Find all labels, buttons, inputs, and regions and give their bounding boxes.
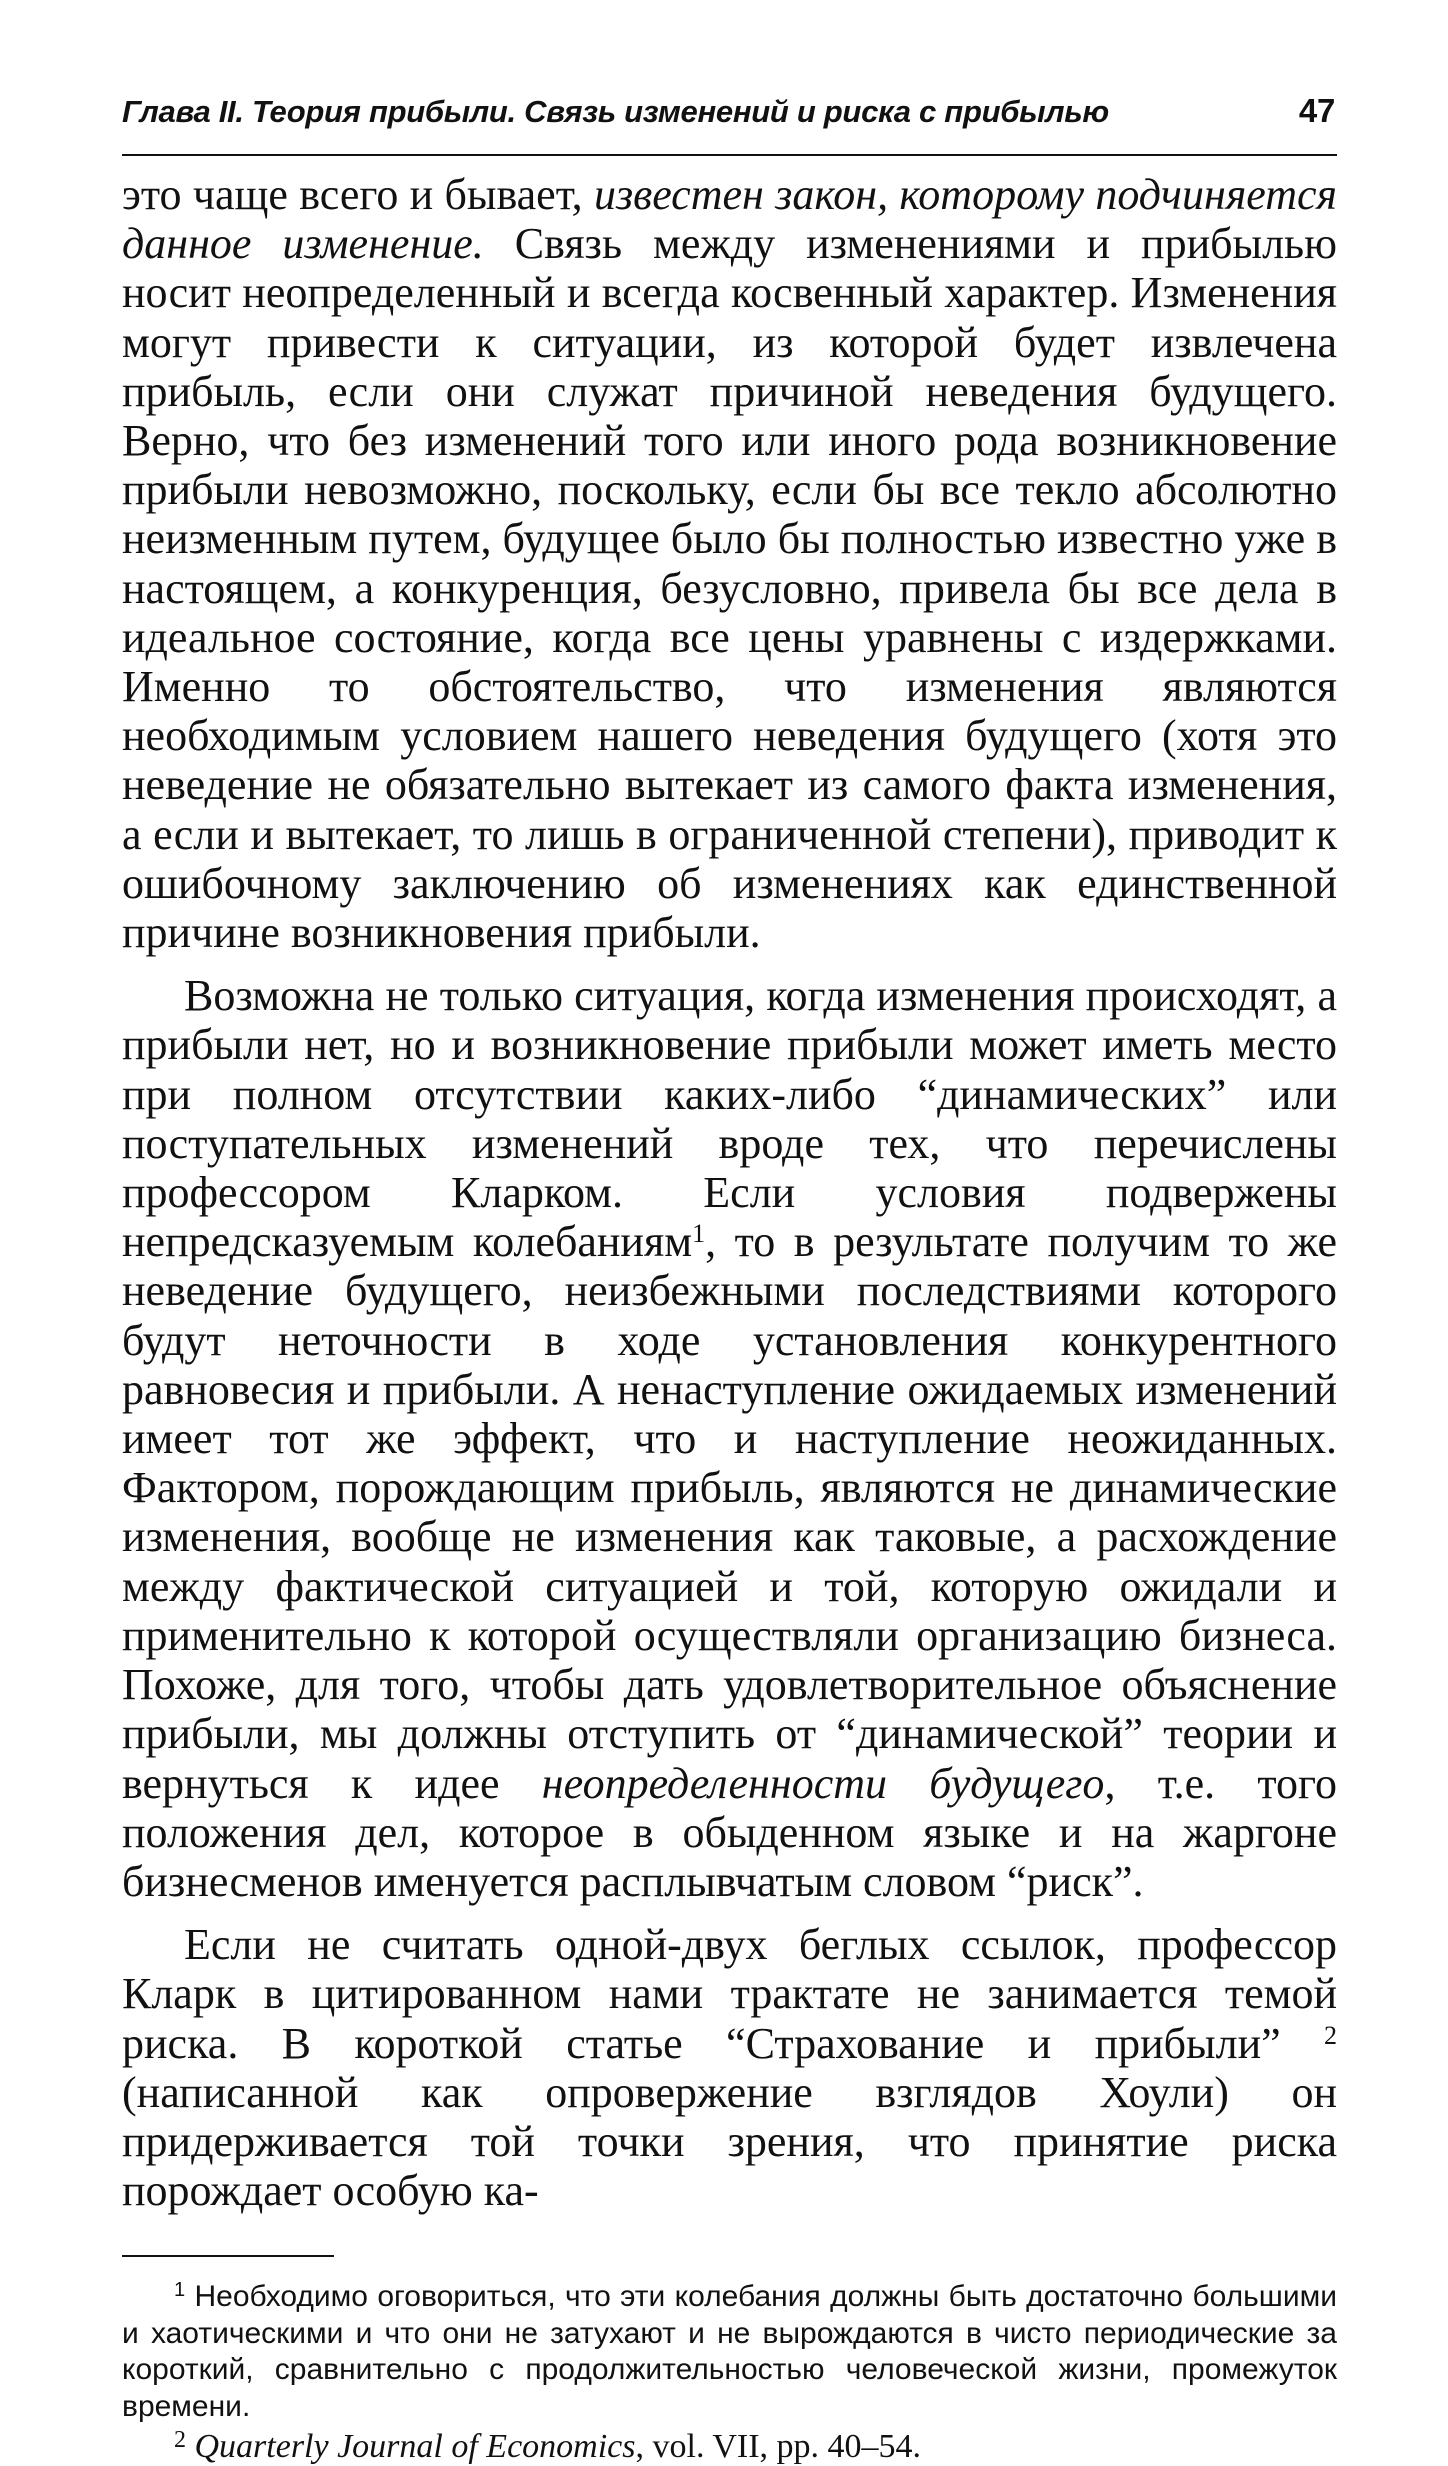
footnotes [122, 2279, 1337, 2466]
body-text [122, 170, 1337, 2215]
paragraph-2-text-c: , т.е. того положения дел, которое в обыденном языке и на жаргоне бизнесменов именуется расплывчатым словом “риск”. [122, 1758, 1337, 1906]
paragraph-1-text-a: это чаще всего и бывает, [122, 170, 594, 219]
footnote-2-journal: Quarterly Journal of Economics [194, 2428, 636, 2466]
paragraph-2-text-a: Возможна не только ситуация, когда изменения происходят, а прибыли нет, но и возникновение прибыли может иметь место при полном отсутствии каких-либо “динамических” или поступательных изменений вроде тех, что перечислены профессором Кларком. Если условия подвержены непредсказуемым колебаниям [122, 971, 1337, 1267]
paragraph-3 [122, 1920, 1337, 2215]
running-head [122, 92, 1337, 156]
footnote-2-text: , vol. VII, pp. 40–54. [635, 2428, 922, 2466]
paragraph-3-text-b: (написанной как опровержение взглядов Хоули) он придерживается той точки зрения, что принятие риска порождает особую ка- [122, 2067, 1337, 2216]
footnote-1-text: Необходимо оговориться, что эти колебания должны быть достаточно большими и хаотическими и что они не затухают и не вырождаются в чисто периодические за короткий, сравнительно с продолжительностью человеческой жизни, промежуток времени. [122, 2280, 1337, 2423]
footnote-2 [122, 2429, 1337, 2466]
footnote-1 [122, 2279, 1337, 2425]
paragraph-1-text-b: Связь между изменениями и прибылью носит неопределенный и всегда косвенный характер. Изменения могут привести к ситуации, из которой будет извлечена прибыль, если они служат причиной неведения будущего. Верно, что без изменений того или иного рода возникновение прибыли невозможно, поскольку, если бы все текло абсолютно неизменным путем, будущее было бы полностью известно уже в настоящем, а конкуренция, безусловно, привела бы все дела в идеальное состояние, когда все цены уравнены с издержками. Именно то обстоятельство, что изменения являются необходимым условием нашего неведения будущего (хотя это неведение не обязательно вытекает из самого факта изменения, а если и вытекает, то лишь в ограниченной степени), приводит к ошибочному заключению об изменениях как единственной причине возникновения прибыли. [122, 219, 1337, 958]
footnote-ref-1[interactable]: 1 [692, 1219, 706, 1249]
paragraph-1-emphasis: известен закон, которому подчиняется данное изменение. [122, 170, 1337, 269]
paragraph-1 [122, 170, 1337, 957]
footnote-ref-2[interactable]: 2 [1324, 2020, 1337, 2050]
paragraph-2-text-b: , то в результате получим то же неведение будущего, неизбежными последствиями которого будут неточности в ходе установления конкурентного равновесия и прибыли. А ненаступление ожидаемых изменений имеет тот же эффект, что и наступление неожиданных. Фактором, порождающим прибыль, являются не динамические изменения, вообще не изменения как таковые, а расхождение между фактической ситуацией и той, которую ожидали и применительно к которой осуществляли организацию бизнеса. Похоже, для того, чтобы дать удовлетворительное объяснение прибыли, мы должны отступить от “динамической” теории и вернуться к идее [122, 1217, 1337, 1808]
footnote-divider [122, 2255, 334, 2257]
page-number: 47 [1298, 92, 1335, 129]
running-title: Глава II. Теория прибыли. Связь изменений и риска с прибылью [122, 94, 1109, 129]
paragraph-3-text-a: Если не считать одной-двух беглых ссылок, профессор Кларк в цитированном нами трактате не занимается темой риска. В короткой статье “Страхование и прибыли” [122, 1920, 1337, 2068]
footnote-2-mark: 2 [174, 2427, 186, 2454]
book-page [122, 92, 1337, 2466]
paragraph-2-emphasis: неопределенности будущего [541, 1758, 1105, 1808]
footnote-1-mark: 1 [174, 2279, 186, 2302]
paragraph-2 [122, 971, 1337, 1906]
